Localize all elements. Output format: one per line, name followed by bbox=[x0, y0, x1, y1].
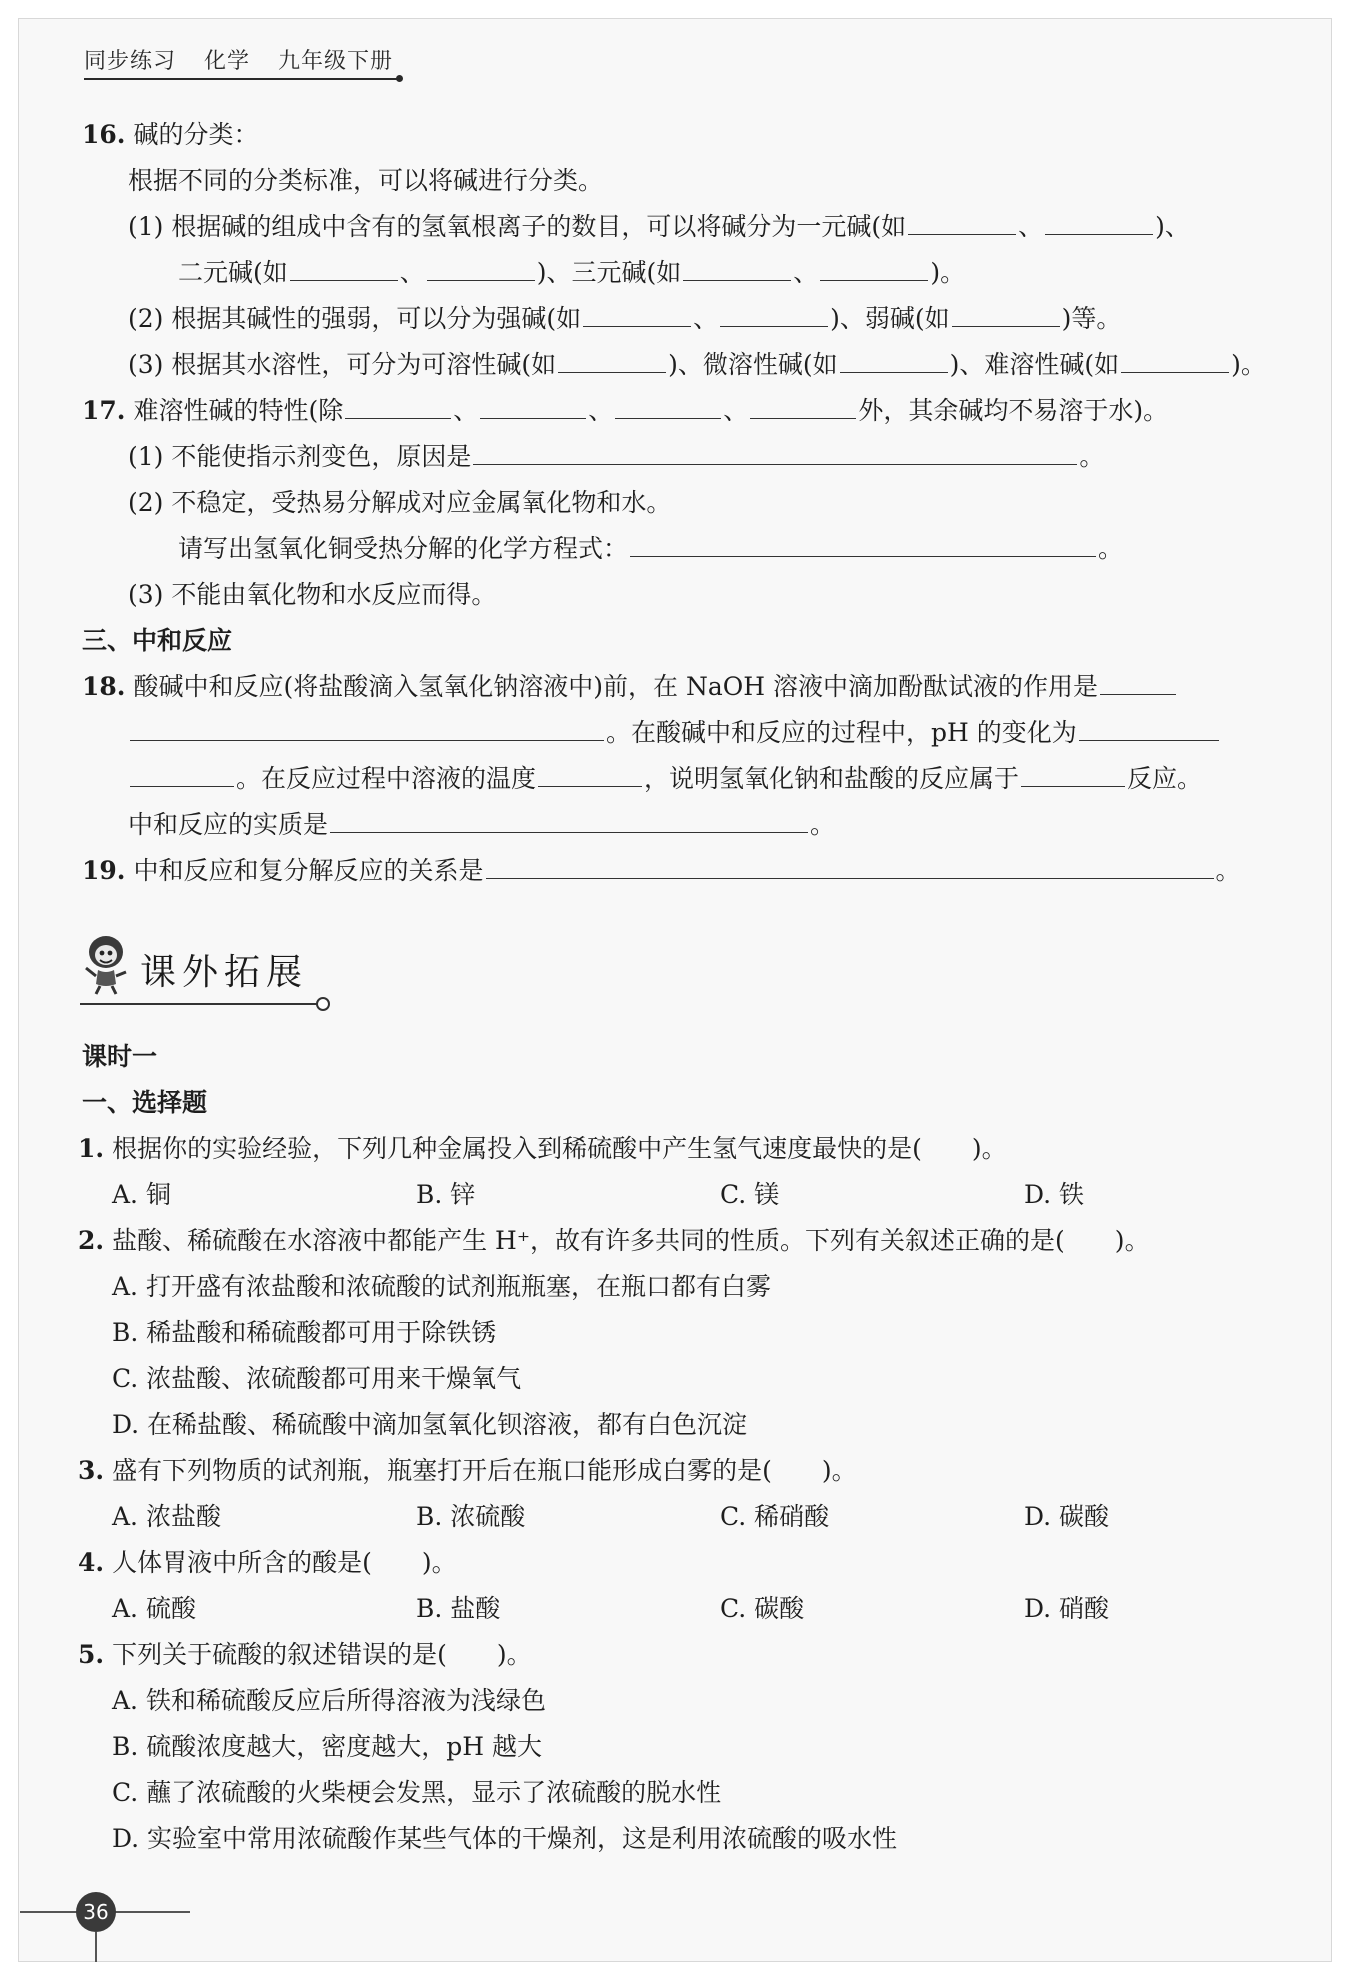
q16-part1-cont: 二元碱(如 、 )、三元碱(如 、 )。 bbox=[178, 258, 966, 287]
mc-option[interactable]: C. 浓盐酸、浓硫酸都可用来干燥氧气 bbox=[112, 1364, 522, 1393]
extension-section-title: 课外拓展 bbox=[140, 952, 309, 993]
q17-title: 17. 难溶性碱的特性(除 、 、 、 外，其余碱均不易溶于水)。 bbox=[82, 396, 1169, 425]
lesson-heading: 课时一 bbox=[82, 1042, 158, 1071]
page-number-stem bbox=[95, 1932, 97, 1962]
mc-option[interactable]: B. 稀盐酸和稀硫酸都可用于除铁锈 bbox=[112, 1318, 497, 1347]
answer-blank[interactable] bbox=[330, 810, 808, 833]
mc-question-2: 2. 盐酸、稀硫酸在水溶液中都能产生 H⁺，故有许多共同的性质。下列有关叙述正确的是( )。 bbox=[78, 1226, 1150, 1255]
running-header bbox=[84, 44, 413, 75]
section-heading: 三、中和反应 bbox=[82, 626, 233, 655]
header-subject: 化学 bbox=[204, 49, 251, 74]
section-heading: 一、选择题 bbox=[82, 1088, 208, 1117]
mc-option[interactable]: D. 碳酸 bbox=[1024, 1502, 1110, 1531]
answer-blank[interactable] bbox=[290, 258, 398, 281]
answer-blank[interactable] bbox=[130, 718, 604, 741]
answer-blank[interactable] bbox=[538, 764, 642, 787]
q17-part3: (3) 不能由氧化物和水反应而得。 bbox=[128, 580, 497, 609]
section-title-rule bbox=[80, 1003, 318, 1005]
mc-option[interactable]: C. 镁 bbox=[720, 1180, 780, 1209]
answer-blank[interactable] bbox=[583, 304, 691, 327]
answer-blank[interactable] bbox=[486, 856, 1214, 879]
mc-option[interactable]: B. 锌 bbox=[416, 1180, 476, 1209]
answer-blank[interactable] bbox=[558, 350, 666, 373]
header-series: 同步练习 bbox=[84, 49, 177, 74]
mascot-icon bbox=[80, 932, 132, 996]
answer-blank[interactable] bbox=[480, 396, 586, 419]
answer-blank[interactable] bbox=[952, 304, 1060, 327]
answer-blank[interactable] bbox=[345, 396, 451, 419]
answer-blank[interactable] bbox=[615, 396, 721, 419]
q17-part2-equation: 请写出氢氧化铜受热分解的化学方程式： 。 bbox=[178, 534, 1124, 563]
header-grade: 九年级下册 bbox=[278, 49, 394, 74]
page-number: 36 bbox=[76, 1892, 116, 1932]
mc-question-3: 3. 盛有下列物质的试剂瓶，瓶塞打开后在瓶口能形成白雾的是( )。 bbox=[78, 1456, 857, 1485]
answer-blank[interactable] bbox=[720, 304, 828, 327]
q16-part1: (1) 根据碱的组成中含有的氢氧根离子的数目，可以将碱分为一元碱(如 、 )、 bbox=[128, 212, 1190, 241]
mc-option[interactable]: C. 稀硝酸 bbox=[720, 1502, 830, 1531]
q16-part3: (3) 根据其水溶性，可分为可溶性碱(如 )、微溶性碱(如 )、难溶性碱(如 )。 bbox=[128, 350, 1266, 379]
q19: 19. 中和反应和复分解反应的关系是 。 bbox=[82, 856, 1241, 885]
mc-option[interactable]: B. 浓硫酸 bbox=[416, 1502, 526, 1531]
mc-option[interactable]: A. 浓盐酸 bbox=[112, 1502, 221, 1531]
answer-blank[interactable] bbox=[750, 396, 856, 419]
answer-blank[interactable] bbox=[683, 258, 791, 281]
q18-line2: 。在酸碱中和反应的过程中，pH 的变化为 bbox=[128, 716, 1221, 750]
answer-blank[interactable] bbox=[427, 258, 535, 281]
q16-part2: (2) 根据其碱性的强弱，可以分为强碱(如 、 )、弱碱(如 )等。 bbox=[128, 304, 1122, 333]
q17-part2: (2) 不稳定，受热易分解成对应金属氧化物和水。 bbox=[128, 488, 672, 517]
section-title-ring bbox=[316, 997, 330, 1011]
mc-question-4: 4. 人体胃液中所含的酸是( )。 bbox=[78, 1548, 457, 1577]
mc-option[interactable]: D. 实验室中常用浓硫酸作某些气体的干燥剂，这是利用浓硫酸的吸水性 bbox=[112, 1824, 898, 1853]
answer-blank[interactable] bbox=[820, 258, 928, 281]
mc-option[interactable]: D. 硝酸 bbox=[1024, 1594, 1110, 1623]
mc-question-1: 1. 根据你的实验经验，下列几种金属投入到稀硫酸中产生氢气速度最快的是( )。 bbox=[78, 1134, 1007, 1163]
q18-line4: 中和反应的实质是 。 bbox=[128, 810, 836, 839]
header-rule-dot bbox=[396, 75, 403, 82]
mc-option[interactable]: A. 打开盛有浓盐酸和浓硫酸的试剂瓶瓶塞，在瓶口都有白雾 bbox=[112, 1272, 771, 1301]
mc-option[interactable]: A. 铜 bbox=[112, 1180, 171, 1209]
q18-line1: 18. 酸碱中和反应(将盐酸滴入氢氧化钠溶液中)前，在 NaOH 溶液中滴加酚酞试液的作用是 bbox=[82, 670, 1178, 704]
answer-blank[interactable] bbox=[1021, 764, 1125, 787]
answer-blank[interactable] bbox=[840, 350, 948, 373]
answer-blank[interactable] bbox=[1100, 672, 1176, 695]
mc-option[interactable]: A. 铁和稀硫酸反应后所得溶液为浅绿色 bbox=[112, 1686, 546, 1715]
q18-line3: 。在反应过程中溶液的温度 ，说明氢氧化钠和盐酸的反应属于 反应。 bbox=[128, 762, 1202, 796]
q16-intro: 根据不同的分类标准，可以将碱进行分类。 bbox=[128, 166, 604, 195]
mc-option[interactable]: B. 盐酸 bbox=[416, 1594, 501, 1623]
mc-option[interactable]: C. 碳酸 bbox=[720, 1594, 805, 1623]
answer-blank[interactable] bbox=[130, 764, 234, 787]
mc-option[interactable]: D. 铁 bbox=[1024, 1180, 1085, 1209]
answer-blank[interactable] bbox=[908, 212, 1016, 235]
mc-option[interactable]: A. 硫酸 bbox=[112, 1594, 196, 1623]
q17-part1: (1) 不能使指示剂变色，原因是 。 bbox=[128, 442, 1105, 471]
mc-option[interactable]: B. 硫酸浓度越大，密度越大，pH 越大 bbox=[112, 1732, 543, 1761]
answer-blank[interactable] bbox=[630, 534, 1096, 557]
mc-option[interactable]: C. 蘸了浓硫酸的火柴梗会发黑，显示了浓硫酸的脱水性 bbox=[112, 1778, 722, 1807]
header-rule bbox=[84, 78, 400, 80]
mc-option[interactable]: D. 在稀盐酸、稀硫酸中滴加氢氧化钡溶液，都有白色沉淀 bbox=[112, 1410, 748, 1439]
answer-blank[interactable] bbox=[473, 442, 1077, 465]
answer-blank[interactable] bbox=[1045, 212, 1153, 235]
mc-question-5: 5. 下列关于硫酸的叙述错误的是( )。 bbox=[78, 1640, 532, 1669]
answer-blank[interactable] bbox=[1079, 718, 1219, 741]
answer-blank[interactable] bbox=[1121, 350, 1229, 373]
q16-title: 16. 碱的分类： bbox=[82, 120, 259, 149]
